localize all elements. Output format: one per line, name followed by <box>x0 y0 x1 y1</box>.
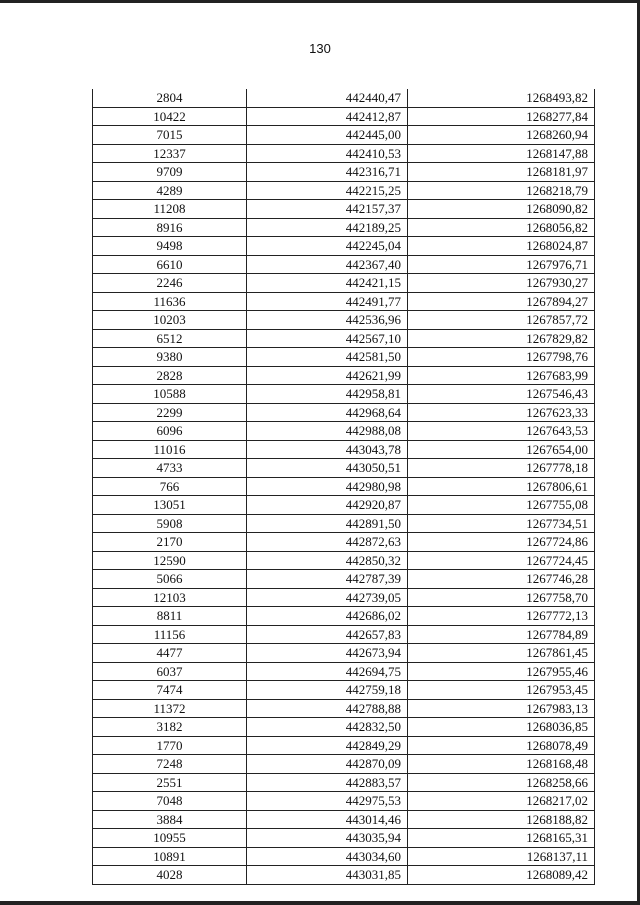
table-row <box>93 551 595 570</box>
x-coordinate-cell: 442581,50 <box>247 348 408 367</box>
table-row <box>93 736 595 755</box>
y-coordinate-cell: 1267724,45 <box>408 551 595 570</box>
x-coordinate-cell: 442891,50 <box>247 514 408 533</box>
y-coordinate-cell: 1268181,97 <box>408 163 595 182</box>
y-coordinate-cell: 1268090,82 <box>408 200 595 219</box>
x-coordinate-cell: 442968,64 <box>247 403 408 422</box>
point-number-cell: 11016 <box>93 440 247 459</box>
x-coordinate-cell: 442567,10 <box>247 329 408 348</box>
y-coordinate-cell: 1268089,42 <box>408 866 595 885</box>
x-coordinate-cell: 442975,53 <box>247 792 408 811</box>
table-row <box>93 755 595 774</box>
x-coordinate-cell: 442445,00 <box>247 126 408 145</box>
y-coordinate-cell: 1268188,82 <box>408 810 595 829</box>
x-coordinate-cell: 442421,15 <box>247 274 408 293</box>
table-row <box>93 440 595 459</box>
y-coordinate-cell: 1268277,84 <box>408 107 595 126</box>
table-row <box>93 792 595 811</box>
x-coordinate-cell: 442657,83 <box>247 625 408 644</box>
x-coordinate-cell: 443014,46 <box>247 810 408 829</box>
point-number-cell: 10955 <box>93 829 247 848</box>
point-number-cell: 4289 <box>93 181 247 200</box>
x-coordinate-cell: 442870,09 <box>247 755 408 774</box>
point-number-cell: 11156 <box>93 625 247 644</box>
y-coordinate-cell: 1268165,31 <box>408 829 595 848</box>
point-number-cell: 7015 <box>93 126 247 145</box>
table-row <box>93 514 595 533</box>
table-row <box>93 237 595 256</box>
point-number-cell: 4477 <box>93 644 247 663</box>
point-number-cell: 5908 <box>93 514 247 533</box>
point-number-cell: 11208 <box>93 200 247 219</box>
x-coordinate-cell: 442367,40 <box>247 255 408 274</box>
table-row <box>93 588 595 607</box>
y-coordinate-cell: 1268258,66 <box>408 773 595 792</box>
table-row <box>93 329 595 348</box>
point-number-cell: 9498 <box>93 237 247 256</box>
table-row <box>93 385 595 404</box>
point-number-cell: 6512 <box>93 329 247 348</box>
point-number-cell: 3884 <box>93 810 247 829</box>
point-number-cell: 7048 <box>93 792 247 811</box>
table-row <box>93 625 595 644</box>
table-row <box>93 847 595 866</box>
table-row <box>93 218 595 237</box>
point-number-cell: 766 <box>93 477 247 496</box>
table-row <box>93 496 595 515</box>
y-coordinate-cell: 1268493,82 <box>408 89 595 107</box>
table-row <box>93 403 595 422</box>
y-coordinate-cell: 1267746,28 <box>408 570 595 589</box>
x-coordinate-cell: 442440,47 <box>247 89 408 107</box>
point-number-cell: 9380 <box>93 348 247 367</box>
y-coordinate-cell: 1267953,45 <box>408 681 595 700</box>
x-coordinate-cell: 442686,02 <box>247 607 408 626</box>
table-row <box>93 163 595 182</box>
x-coordinate-cell: 442694,75 <box>247 662 408 681</box>
table-row <box>93 311 595 330</box>
point-number-cell: 11372 <box>93 699 247 718</box>
y-coordinate-cell: 1267983,13 <box>408 699 595 718</box>
y-coordinate-cell: 1267861,45 <box>408 644 595 663</box>
page-number: 130 <box>309 41 331 56</box>
point-number-cell: 8811 <box>93 607 247 626</box>
y-coordinate-cell: 1267955,46 <box>408 662 595 681</box>
point-number-cell: 2551 <box>93 773 247 792</box>
table-row <box>93 718 595 737</box>
table-row <box>93 570 595 589</box>
x-coordinate-cell: 442832,50 <box>247 718 408 737</box>
y-coordinate-cell: 1267654,00 <box>408 440 595 459</box>
y-coordinate-cell: 1267778,18 <box>408 459 595 478</box>
point-number-cell: 1770 <box>93 736 247 755</box>
y-coordinate-cell: 1267755,08 <box>408 496 595 515</box>
y-coordinate-cell: 1267806,61 <box>408 477 595 496</box>
table-row <box>93 866 595 885</box>
point-number-cell: 10422 <box>93 107 247 126</box>
table-row <box>93 144 595 163</box>
x-coordinate-cell: 442491,77 <box>247 292 408 311</box>
point-number-cell: 2299 <box>93 403 247 422</box>
point-number-cell: 2828 <box>93 366 247 385</box>
point-number-cell: 5066 <box>93 570 247 589</box>
y-coordinate-cell: 1268056,82 <box>408 218 595 237</box>
x-coordinate-cell: 442958,81 <box>247 385 408 404</box>
x-coordinate-cell: 442850,32 <box>247 551 408 570</box>
x-coordinate-cell: 442739,05 <box>247 588 408 607</box>
x-coordinate-cell: 442536,96 <box>247 311 408 330</box>
x-coordinate-cell: 442410,53 <box>247 144 408 163</box>
x-coordinate-cell: 442787,39 <box>247 570 408 589</box>
table-row <box>93 477 595 496</box>
point-number-cell: 6037 <box>93 662 247 681</box>
table-row <box>93 533 595 552</box>
table-row <box>93 699 595 718</box>
x-coordinate-cell: 443043,78 <box>247 440 408 459</box>
point-number-cell: 9709 <box>93 163 247 182</box>
point-number-cell: 8916 <box>93 218 247 237</box>
table-row <box>93 662 595 681</box>
point-number-cell: 11636 <box>93 292 247 311</box>
x-coordinate-cell: 442673,94 <box>247 644 408 663</box>
table-row <box>93 126 595 145</box>
x-coordinate-cell: 442988,08 <box>247 422 408 441</box>
table-row <box>93 348 595 367</box>
table-row <box>93 292 595 311</box>
y-coordinate-cell: 1268137,11 <box>408 847 595 866</box>
y-coordinate-cell: 1268036,85 <box>408 718 595 737</box>
x-coordinate-cell: 442621,99 <box>247 366 408 385</box>
table-row <box>93 644 595 663</box>
x-coordinate-cell: 442189,25 <box>247 218 408 237</box>
y-coordinate-cell: 1268078,49 <box>408 736 595 755</box>
x-coordinate-cell: 443050,51 <box>247 459 408 478</box>
point-number-cell: 10588 <box>93 385 247 404</box>
y-coordinate-cell: 1268168,48 <box>408 755 595 774</box>
table-row <box>93 829 595 848</box>
y-coordinate-cell: 1267784,89 <box>408 625 595 644</box>
table-row <box>93 181 595 200</box>
table-row <box>93 255 595 274</box>
y-coordinate-cell: 1268217,02 <box>408 792 595 811</box>
y-coordinate-cell: 1268218,79 <box>408 181 595 200</box>
table-row <box>93 422 595 441</box>
y-coordinate-cell: 1267724,86 <box>408 533 595 552</box>
x-coordinate-cell: 442849,29 <box>247 736 408 755</box>
point-number-cell: 2804 <box>93 89 247 107</box>
scan-edge-bottom <box>0 901 640 905</box>
coordinates-table-body <box>93 89 595 884</box>
x-coordinate-cell: 442788,88 <box>247 699 408 718</box>
point-number-cell: 4028 <box>93 866 247 885</box>
point-number-cell: 12103 <box>93 588 247 607</box>
x-coordinate-cell: 442920,87 <box>247 496 408 515</box>
x-coordinate-cell: 442759,18 <box>247 681 408 700</box>
x-coordinate-cell: 442157,37 <box>247 200 408 219</box>
y-coordinate-cell: 1267857,72 <box>408 311 595 330</box>
y-coordinate-cell: 1267894,27 <box>408 292 595 311</box>
x-coordinate-cell: 442316,71 <box>247 163 408 182</box>
table-row <box>93 459 595 478</box>
x-coordinate-cell: 442412,87 <box>247 107 408 126</box>
table-row <box>93 366 595 385</box>
table-row <box>93 200 595 219</box>
table-row <box>93 681 595 700</box>
y-coordinate-cell: 1268260,94 <box>408 126 595 145</box>
x-coordinate-cell: 442215,25 <box>247 181 408 200</box>
x-coordinate-cell: 443034,60 <box>247 847 408 866</box>
table-row <box>93 607 595 626</box>
point-number-cell: 12590 <box>93 551 247 570</box>
y-coordinate-cell: 1267772,13 <box>408 607 595 626</box>
y-coordinate-cell: 1268147,88 <box>408 144 595 163</box>
y-coordinate-cell: 1267930,27 <box>408 274 595 293</box>
point-number-cell: 6610 <box>93 255 247 274</box>
table-row <box>93 810 595 829</box>
y-coordinate-cell: 1267546,43 <box>408 385 595 404</box>
point-number-cell: 10203 <box>93 311 247 330</box>
y-coordinate-cell: 1267683,99 <box>408 366 595 385</box>
point-number-cell: 7248 <box>93 755 247 774</box>
y-coordinate-cell: 1267798,76 <box>408 348 595 367</box>
y-coordinate-cell: 1267976,71 <box>408 255 595 274</box>
point-number-cell: 7474 <box>93 681 247 700</box>
x-coordinate-cell: 442883,57 <box>247 773 408 792</box>
y-coordinate-cell: 1267758,70 <box>408 588 595 607</box>
table-row <box>93 274 595 293</box>
point-number-cell: 2170 <box>93 533 247 552</box>
x-coordinate-cell: 442872,63 <box>247 533 408 552</box>
point-number-cell: 6096 <box>93 422 247 441</box>
point-number-cell: 4733 <box>93 459 247 478</box>
point-number-cell: 13051 <box>93 496 247 515</box>
x-coordinate-cell: 443035,94 <box>247 829 408 848</box>
y-coordinate-cell: 1268024,87 <box>408 237 595 256</box>
x-coordinate-cell: 443031,85 <box>247 866 408 885</box>
y-coordinate-cell: 1267623,33 <box>408 403 595 422</box>
coordinates-table <box>92 89 595 885</box>
table-row <box>93 773 595 792</box>
point-number-cell: 3182 <box>93 718 247 737</box>
table-row <box>93 107 595 126</box>
table-row <box>93 89 595 107</box>
y-coordinate-cell: 1267643,53 <box>408 422 595 441</box>
point-number-cell: 12337 <box>93 144 247 163</box>
point-number-cell: 2246 <box>93 274 247 293</box>
scan-edge-top <box>0 0 640 3</box>
point-number-cell: 10891 <box>93 847 247 866</box>
y-coordinate-cell: 1267734,51 <box>408 514 595 533</box>
x-coordinate-cell: 442245,04 <box>247 237 408 256</box>
y-coordinate-cell: 1267829,82 <box>408 329 595 348</box>
x-coordinate-cell: 442980,98 <box>247 477 408 496</box>
